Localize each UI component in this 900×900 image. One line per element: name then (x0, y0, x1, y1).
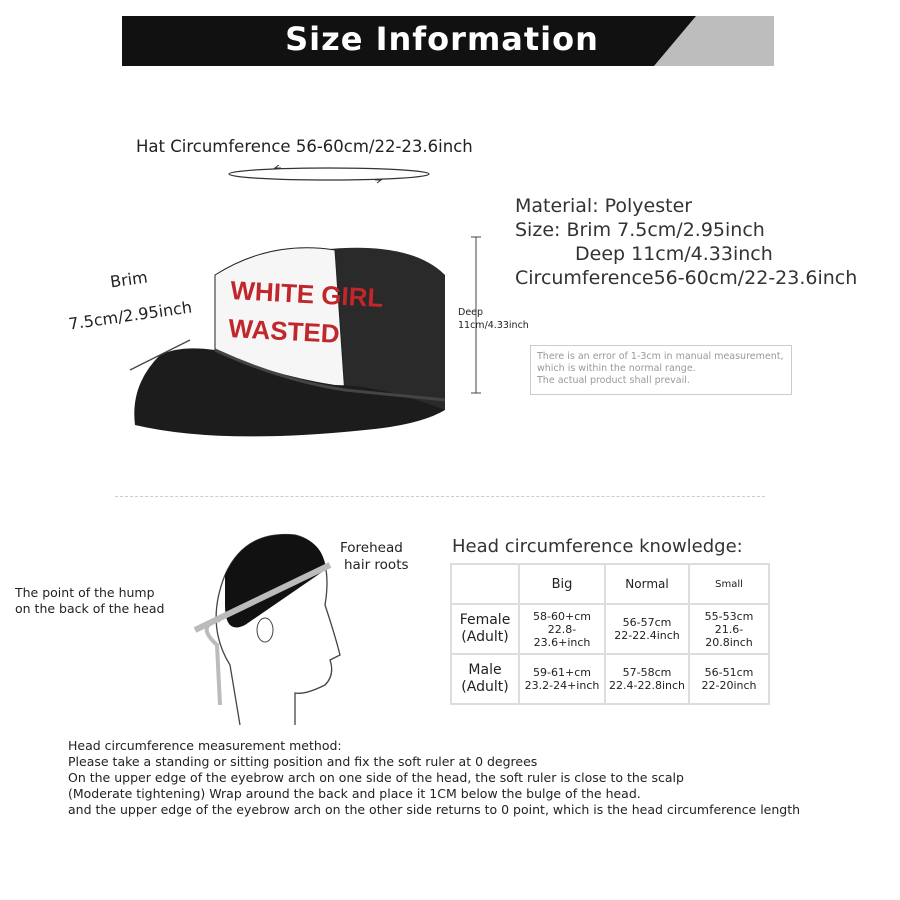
deep-label-value: 11cm/4.33inch (458, 320, 529, 331)
section-divider (115, 496, 765, 497)
spec-circumference: Circumference56-60cm/22-23.6inch (515, 267, 858, 289)
spec-brim: Size: Brim 7.5cm/2.95inch (515, 219, 765, 241)
cell-inch: 22-20inch (701, 679, 757, 692)
header-normal: Normal (605, 564, 689, 604)
measurement-note (530, 345, 792, 395)
method-line: (Moderate tightening) Wrap around the back and place it 1CM below the bulge of the head. (68, 786, 641, 801)
brim-label-value: 7.5cm/2.95inch (67, 297, 194, 334)
table-cell (519, 604, 605, 654)
row-label-line: Male (468, 662, 502, 678)
hat-print-line1: WHITE GIRL (229, 275, 385, 314)
header-big: Big (519, 564, 605, 604)
cell-inch: 23.2-24+inch (524, 679, 600, 692)
row-label-line: Female (459, 612, 511, 628)
cell-cm: 56-51cm (704, 666, 754, 679)
cell-cm: 56-57cm (622, 616, 672, 629)
cell-cm: 57-58cm (622, 666, 672, 679)
empty-corner-cell (451, 564, 519, 604)
hat-print-line2: WASTED (227, 313, 341, 349)
cell-cm: 55-53cm (704, 609, 754, 623)
circumference-arrow-icon (225, 165, 435, 185)
table-cell (605, 604, 689, 654)
row-label (451, 654, 519, 704)
table-cell (605, 654, 689, 704)
note-line: which is within the normal range. (537, 363, 696, 374)
spec-deep: Deep 11cm/4.33inch (575, 243, 773, 265)
cell-inch: 22.4-22.8inch (608, 679, 685, 692)
row-label (451, 604, 519, 654)
cell-inch: 22-22.4inch (614, 629, 680, 642)
specs-block (515, 194, 857, 290)
row-label-line: (Adult) (461, 629, 509, 645)
table-row (451, 654, 769, 704)
table-header-row (451, 564, 769, 604)
cell-cm: 58-60+cm (533, 609, 591, 623)
head-diagram (185, 525, 355, 730)
cell-cm: 59-61+cm (533, 666, 591, 679)
cell-inch: 22.8-23.6+inch (533, 622, 591, 649)
note-line: There is an error of 1-3cm in manual measurement, (537, 351, 784, 362)
spec-material: Material: Polyester (515, 195, 693, 217)
measurement-method (68, 738, 800, 818)
header-small: Small (689, 564, 769, 604)
table-cell (689, 654, 769, 704)
hump-label-1: The point of the hump (15, 585, 155, 600)
row-label-line: (Adult) (461, 679, 509, 695)
forehead-label-1: Forehead (340, 540, 403, 556)
method-line: On the upper edge of the eyebrow arch on one side of the head, the soft ruler is close to the scalp (68, 770, 684, 785)
method-line: Please take a standing or sitting position and fix the soft ruler at 0 degrees (68, 754, 538, 769)
hat-circumference-label: Hat Circumference 56-60cm/22-23.6inch (136, 137, 473, 156)
head-size-table (450, 563, 770, 705)
table-cell (519, 654, 605, 704)
note-line: The actual product shall prevail. (537, 375, 690, 386)
banner-title: Size Information (285, 20, 599, 58)
method-line: and the upper edge of the eyebrow arch on the other side returns to 0 point, which is the head circumference length (68, 802, 801, 817)
forehead-label-2: hair roots (344, 557, 409, 573)
brim-label-title: Brim (108, 267, 149, 292)
table-row (451, 604, 769, 654)
hump-label-2: on the back of the head (15, 601, 165, 616)
cell-inch: 21.6-20.8inch (705, 622, 753, 649)
method-line: Head circumference measurement method: (68, 738, 342, 753)
table-cell (689, 604, 769, 654)
table-title: Head circumference knowledge: (452, 536, 743, 557)
brim-measure-line (125, 335, 195, 375)
title-banner (122, 16, 774, 66)
deep-label-title: Deep (458, 307, 484, 318)
